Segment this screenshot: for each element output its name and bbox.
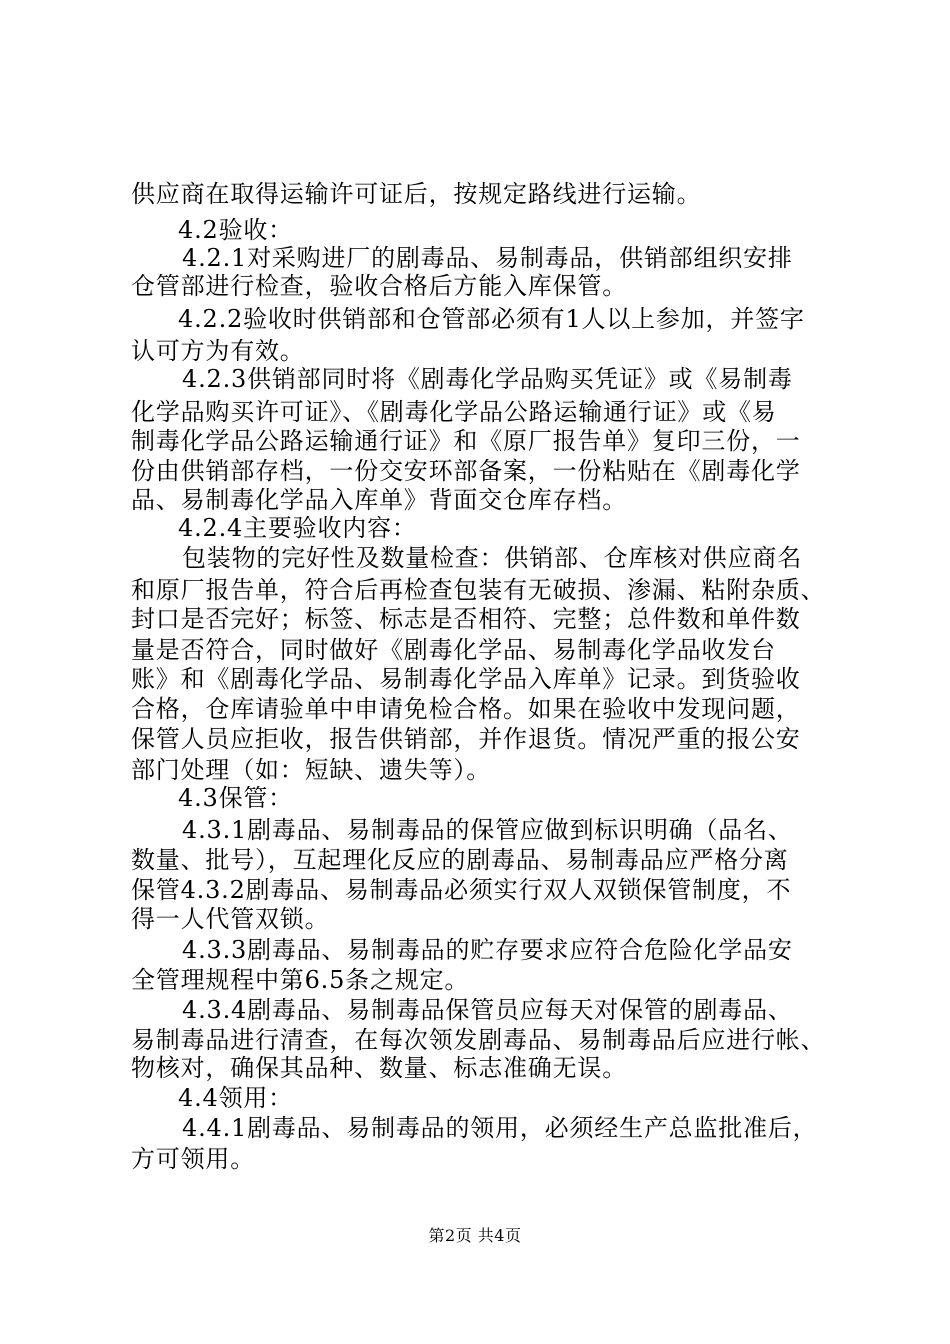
text-line: 包装物的完好性及数量检查：供销部、仓库核对供应商名 [182, 544, 802, 572]
text-line: 合格，仓库请验单中申请免检合格。如果在验收中发现问题， [131, 695, 801, 723]
text-line: 易制毒品进行清查，在每次领发剧毒品、易制毒品后应进行帐、 [131, 1026, 826, 1054]
text-line: 量是否符合，同时做好《剧毒化学品、易制毒化学品收发台 [131, 636, 776, 664]
text-line: 4.2.1对采购进厂的剧毒品、易制毒品，供销部组织安排 [182, 244, 793, 272]
section-heading: 4.3保管： [178, 784, 293, 812]
text-line: 账》和《剧毒化学品、易制毒化学品入库单》记录。到货验收 [131, 665, 801, 693]
text-line: 供应商在取得运输许可证后，按规定路线进行运输。 [131, 180, 702, 208]
text-line: 部门处理（如：短缺、遗失等）。 [131, 756, 491, 784]
text-line: 4.4.1剧毒品、易制毒品的领用，必须经生产总监批准后， [182, 1114, 818, 1142]
page-number-footer: 第2页 共4页 [428, 1226, 522, 1245]
text-line: 保管4.3.2剧毒品、易制毒品必须实行双人双锁保管制度，不 [131, 876, 792, 904]
text-line: 4.3.4剧毒品、易制毒品保管员应每天对保管的剧毒品、 [182, 996, 793, 1024]
text-line: 方可领用。 [131, 1145, 255, 1173]
section-heading: 4.2.4主要验收内容： [178, 514, 417, 542]
text-line: 保管人员应拒收，报告供销部，并作退货。情况严重的报公安 [131, 725, 801, 753]
section-heading: 4.2验收： [178, 216, 293, 244]
text-line: 和原厂报告单，符合后再检查包装有无破损、渗漏、粘附杂质、 [131, 576, 826, 604]
text-line: 4.3.3剧毒品、易制毒品的贮存要求应符合危险化学品安 [182, 936, 793, 964]
text-line: 仓管部进行检查，验收合格后方能入库保管。 [131, 272, 627, 300]
text-line: 品、易制毒化学品入库单》背面交仓库存档。 [131, 486, 627, 514]
text-line: 化学品购买许可证》、《剧毒化学品公路运输通行证》或《易 [131, 398, 777, 426]
text-line: 份由供销部存档，一份交安环部备案，一份粘贴在《剧毒化学 [131, 457, 801, 485]
text-line: 数量、批号），互起理化反应的剧毒品、易制毒品应严格分离 [131, 846, 789, 874]
text-line: 制毒化学品公路运输通行证》和《原厂报告单》复印三份，一 [131, 427, 801, 455]
section-heading: 4.4领用： [178, 1084, 293, 1112]
text-line: 物核对，确保其品种、数量、标志准确无误。 [131, 1054, 627, 1082]
text-line: 全管理规程中第6.5条之规定。 [131, 966, 470, 994]
text-line: 4.3.1剧毒品、易制毒品的保管应做到标识明确（品名、 [182, 816, 793, 844]
text-line: 封口是否完好；标签、标志是否相符、完整；总件数和单件数 [131, 605, 801, 633]
text-line: 4.2.2验收时供销部和仓管部必须有1人以上参加，并签字 [178, 305, 805, 333]
text-line: 认可方为有效。 [131, 337, 305, 365]
text-line: 4.2.3供销部同时将《剧毒化学品购买凭证》或《易制毒 [182, 365, 793, 393]
text-line: 得一人代管双锁。 [131, 905, 330, 933]
